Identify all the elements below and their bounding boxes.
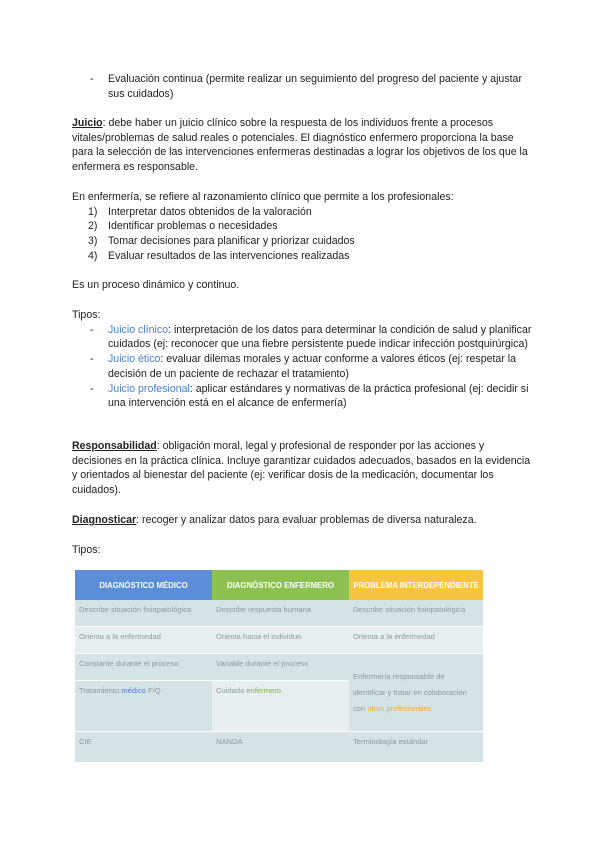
diagnosis-table: [75, 570, 483, 763]
list-item: - Evaluación continua (permite realizar un seguimiento del progreso del paciente y ajustar sus cuidados): [72, 72, 532, 101]
table-row: Orienta a la enfermedad Orienta hacia el individuo Orienta a la enfermedad: [75, 627, 483, 654]
table-row: CIE NANDA Terminología estándar: [75, 732, 483, 763]
table-row: Describe situación fisiopatológica Describe respuesta humana Describe situación fisiopatológica: [75, 600, 483, 627]
juicio-paragraph: [72, 116, 532, 175]
list-item: 1) Interpretar datos obtenidos de la valoración: [88, 205, 312, 218]
list-item: 3) Tomar decisiones para planificar y priorizar cuidados: [88, 235, 355, 248]
tipos-juicio-section: [72, 308, 532, 411]
list-item: - Juicio clínico: interpretación de los datos para determinar la condición de salud y planificar cuidados (ej: reconocer que una fiebre persistente puede indicar infección postquirúrgica): [72, 323, 532, 352]
responsabilidad-paragraph: Responsabilidad: obligación moral, legal y profesional de responder por las acciones y decisiones en la práctica clínica. Incluye garantizar cuidados adecuados, basados en la evidencia y orientados al bienestar del paciente (ej: verificar dosis de la medicación, documentar los cuidados).: [72, 440, 531, 497]
list-item: - Juicio ético: evaluar dilemas morales y actuar conforme a valores éticos (ej: respetar la decisión de un paciente de rechazar el tratamiento): [72, 352, 532, 381]
top-list: [72, 72, 532, 101]
juicio-term: Juicio: [72, 117, 103, 129]
juicio-definition: : debe haber un juicio clínico sobre la respuesta de los individuos frente a procesos vitales/problemas de salud reales o potenciales. El diagnóstico enfermero proporciona la base para la selección de las intervenciones enfermeras destinadas a lograr los objetivos de los que la enfermera es responsable.: [72, 117, 528, 174]
list-item: 4) Evaluar resultados de las intervenciones realizadas: [88, 249, 350, 262]
table-row: Constante durante el proceso Variable durante el proceso Enfermería responsable de identificar y tratar en colaboración con otros profesionales: [75, 654, 483, 681]
table-row: Tratamiento médico F/Q Cuidado enfermero: [75, 681, 483, 732]
razonamiento-list: [72, 205, 532, 264]
list-item: 2) Identificar problemas o necesidades: [88, 220, 278, 233]
razonamiento-note: Es un proceso dinámico y continuo.: [72, 279, 240, 291]
table-header-row: DIAGNÓSTICO MÉDICO DIAGNÓSTICO ENFERMERO PROBLEMA INTERDEPENDIENTE: [75, 570, 483, 600]
list-item: - Juicio profesional: aplicar estándares y normativas de la práctica profesional (ej: decidir si una intervención está en el alcance de enfermería): [72, 382, 532, 411]
diagnosticar-paragraph: Diagnosticar: recoger y analizar datos para evaluar problemas de diversa naturaleza.: [72, 514, 477, 526]
razonamiento-intro: En enfermería, se refiere al razonamiento clínico que permite a los profesionales:: [72, 191, 454, 203]
razonamiento-section: [72, 190, 532, 264]
tipos-diag-label: Tipos:: [72, 544, 101, 556]
tipos-label: Tipos:: [72, 309, 101, 321]
